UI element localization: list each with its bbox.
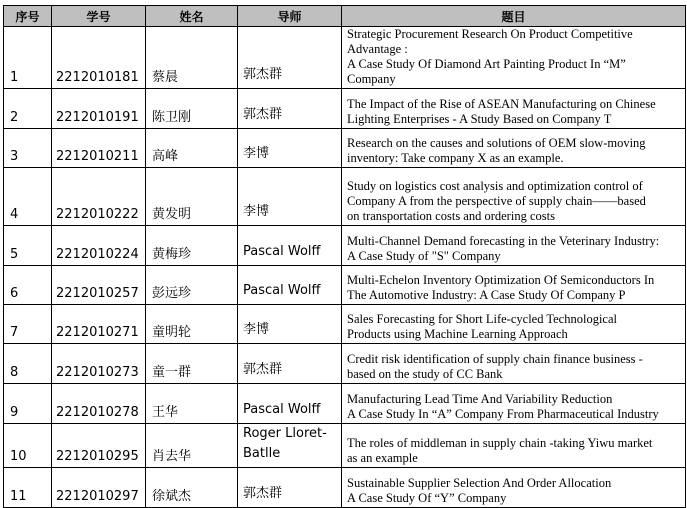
title-line: A Case Study In “A” Company From Pharmaceutical Industry [347,407,659,421]
student-id: 2212010181 [52,27,146,89]
advisor-name: 郭杰群 [238,27,342,89]
title-line: Multi-Channel Demand forecasting in the Veterinary Industry: [347,234,660,248]
advisor-name: Pascal Wolff [238,384,342,424]
advisor-name: 郭杰群 [238,344,342,384]
title-line: Company A from the perspective of supply chain——based [347,194,646,208]
student-name: 童明轮 [146,305,238,344]
student-id: 2212010211 [52,129,146,168]
student-id: 2212010222 [52,168,146,226]
row-index: 11 [4,468,52,508]
advisor-name: 李博 [238,129,342,168]
row-index: 5 [4,226,52,266]
row-index: 9 [4,384,52,424]
student-id: 2212010295 [52,424,146,468]
header-advisor: 导师 [238,6,342,27]
title-line: on transportation costs and ordering costs [347,209,555,223]
thesis-title [342,89,686,129]
table-row [4,168,686,226]
thesis-table [3,5,686,508]
student-name: 彭远珍 [146,266,238,305]
advisor-name: Pascal Wolff [238,226,342,266]
student-id: 2212010257 [52,266,146,305]
thesis-title [342,27,686,89]
title-line: A Case Study of "S" Company [347,249,501,263]
header-student-id: 学号 [52,6,146,27]
advisor-name: 李博 [238,305,342,344]
title-line: A Case Study Of Diamond Art Painting Product In “M” [347,57,626,71]
thesis-title [342,384,686,424]
row-index: 4 [4,168,52,226]
table-row [4,129,686,168]
title-line: Lighting Enterprises - A Study Based on Company T [347,112,612,126]
student-name: 黄梅珍 [146,226,238,266]
thesis-title [342,424,686,468]
title-line: Sustainable Supplier Selection And Order Allocation [347,476,612,490]
row-index: 1 [4,27,52,89]
title-line: inventory: Take company X as an example. [347,151,564,165]
title-line: Credit risk identification of supply chain finance business - [347,352,643,366]
row-index: 8 [4,344,52,384]
header-row [4,6,686,27]
advisor-name: 郭杰群 [238,89,342,129]
advisor-name: 郭杰群 [238,468,342,508]
thesis-title [342,226,686,266]
thesis-title [342,344,686,384]
title-line: Study on logistics cost analysis and optimization control of [347,179,643,193]
row-index: 10 [4,424,52,468]
title-line: The Automotive Industry: A Case Study Of Company P [347,288,626,302]
table-row [4,89,686,129]
title-line: Multi-Echelon Inventory Optimization Of Semiconductors In [347,273,655,287]
header-index: 序号 [4,6,52,27]
title-line: based on the study of CC Bank [347,367,503,381]
table-row [4,468,686,508]
table-row [4,226,686,266]
table-row [4,266,686,305]
title-line: Products using Machine Learning Approach [347,327,568,341]
student-id: 2212010191 [52,89,146,129]
student-name: 黄发明 [146,168,238,226]
title-line: A Case Study Of “Y” Company [347,491,507,505]
row-index: 2 [4,89,52,129]
header-name: 姓名 [146,6,238,27]
table-row [4,424,686,468]
title-line: Advantage : [347,42,408,56]
title-line: The roles of middleman in supply chain -taking Yiwu market [347,436,653,450]
student-name: 陈卫刚 [146,89,238,129]
thesis-title [342,468,686,508]
student-name: 高峰 [146,129,238,168]
thesis-title [342,305,686,344]
student-name: 蔡晨 [146,27,238,89]
title-line: Manufacturing Lead Time And Variability Reduction [347,392,613,406]
table-row [4,384,686,424]
thesis-title [342,129,686,168]
title-line: The Impact of the Rise of ASEAN Manufacturing on Chinese [347,97,656,111]
advisor-name: Pascal Wolff [238,266,342,305]
row-index: 3 [4,129,52,168]
header-title: 题目 [342,6,686,27]
advisor-name: Roger Lloret-Batlle [238,424,342,468]
student-name: 肖去华 [146,424,238,468]
title-line: Research on the causes and solutions of OEM slow-moving [347,136,646,150]
student-name: 王华 [146,384,238,424]
student-name: 童一群 [146,344,238,384]
student-id: 2212010278 [52,384,146,424]
title-line: as an example [347,451,418,465]
thesis-title [342,168,686,226]
student-id: 2212010273 [52,344,146,384]
title-line: Company [347,72,396,86]
row-index: 6 [4,266,52,305]
table-row [4,305,686,344]
table-row [4,27,686,89]
title-line: Strategic Procurement Research On Product Competitive [347,27,633,41]
student-id: 2212010297 [52,468,146,508]
title-line: Sales Forecasting for Short Life-cycled Technological [347,312,617,326]
table-row [4,344,686,384]
thesis-title [342,266,686,305]
row-index: 7 [4,305,52,344]
student-id: 2212010224 [52,226,146,266]
student-name: 徐斌杰 [146,468,238,508]
advisor-name: 李博 [238,168,342,226]
student-id: 2212010271 [52,305,146,344]
